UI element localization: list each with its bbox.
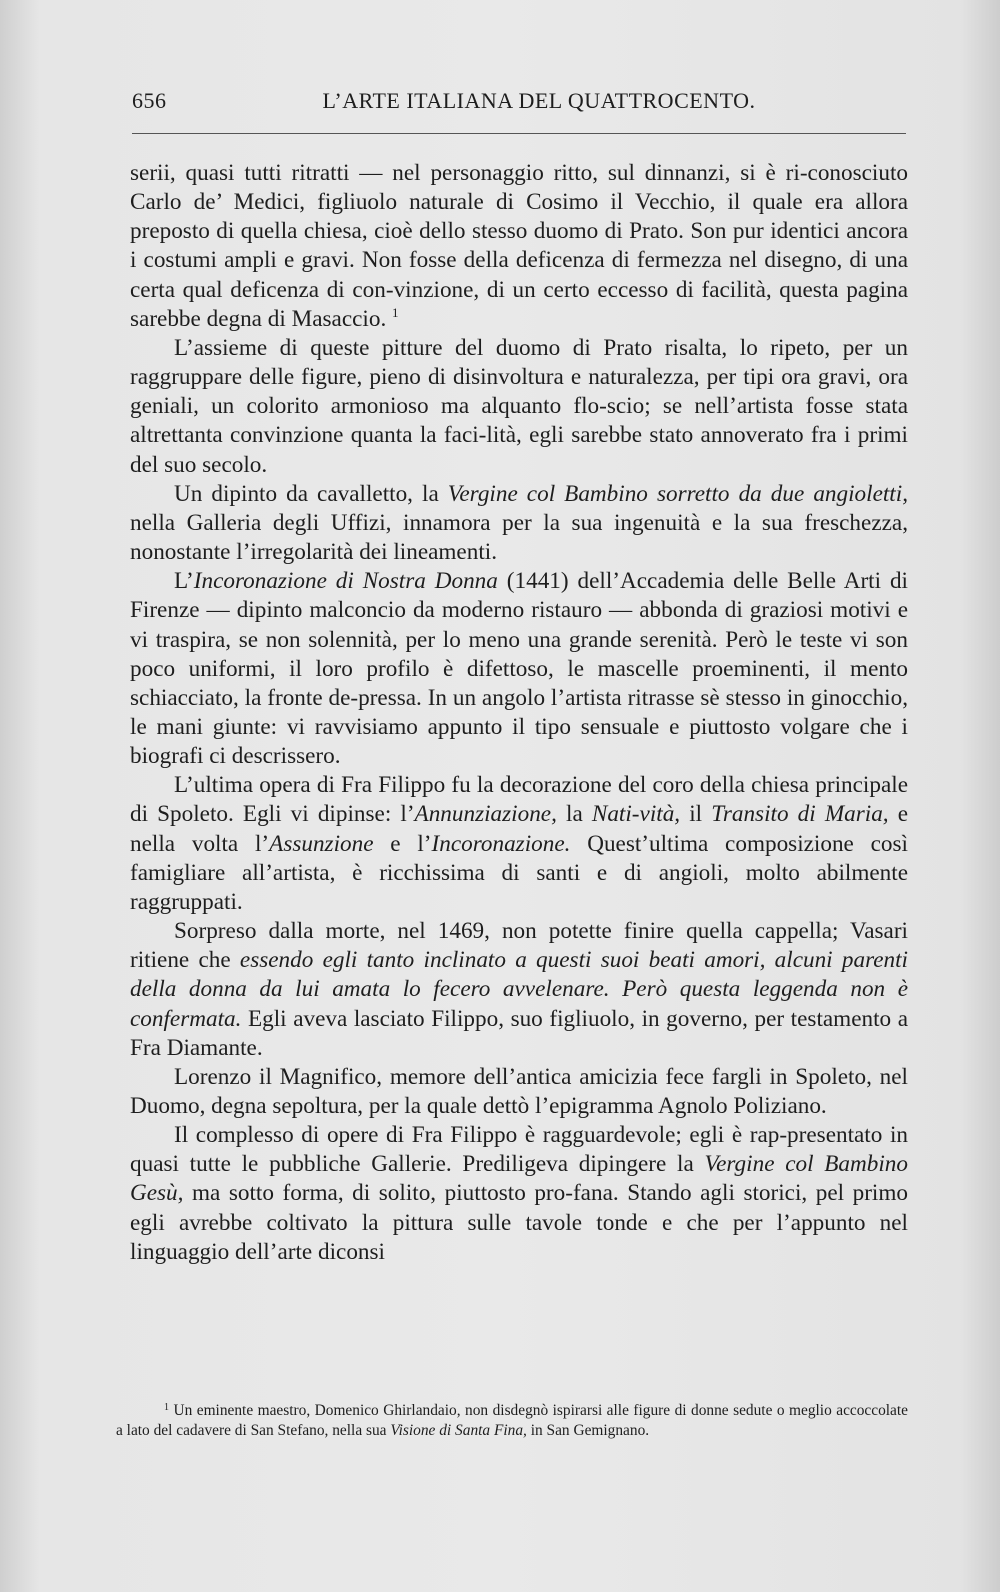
artwork-title: Assunzione <box>269 830 374 857</box>
paragraph <box>130 480 908 567</box>
artwork-title: Incoronazione. <box>431 830 571 857</box>
artwork-title: Vergine col Bambino sorretto da due angioletti, <box>447 480 908 507</box>
paragraph-text: serii, quasi tutti ritratti — nel personaggio ritto, sul dinnanzi, si è ri-conosciuto Carlo de’ Medici, figliuolo naturale di Cosimo il Vecchio, il quale era allora preposto di quella chiesa, cioè dello stesso duomo di Prato. Son pur identici ancora i costumi ampli e gravi. Non fosse della deficenza di fermezza nel disegno, di una certa qual deficenza di con-vinzione, di un certo eccesso di facilità, questa pagina sarebbe degna di Masaccio. <box>130 160 908 332</box>
artwork-title: Transito di Maria, <box>711 801 889 828</box>
paragraph <box>130 917 908 1063</box>
paragraph-text: la <box>556 801 592 828</box>
paragraph-text: Un dipinto da cavalletto, la <box>174 480 448 507</box>
paragraph-text: L’assieme di queste pitture del duomo di Prato risalta, lo ripeto, per un raggruppare delle figure, pieno di disinvoltura e naturalezza, per tipi ora gravi, ora geniali, un colorito armonioso ma alquanto flo-scio; se nell’artista fosse stata altrettanta convinzione quanta la faci-lità, egli sarebbe stato annoverato fra i primi del suo secolo. <box>130 334 908 478</box>
footnote-reference[interactable]: 1 <box>392 304 399 320</box>
paragraph-text: Lorenzo il Magnifico, memore dell’antica amicizia fece fargli in Spoleto, nel Duomo, degna sepoltura, per la quale dettò l’epigramma Agnolo Poliziano. <box>130 1063 908 1119</box>
paragraph-text: L’ <box>174 568 194 595</box>
body-text <box>130 159 908 1267</box>
paragraph-text: il <box>680 801 712 828</box>
paragraph-text: e l’ <box>373 830 432 857</box>
artwork-title: Visione di Santa Fina, <box>390 1422 527 1439</box>
footnote <box>116 1401 908 1441</box>
paragraph-text: Sorpreso dalla morte, nel 1469, non potette finire quella cappella; Vasari ritiene che <box>130 918 908 974</box>
paragraph-text: Quest’ultima composizione così famigliare all’artista, è ricchissima di santi e di angioli, molto abilmente raggruppati. <box>130 830 908 915</box>
paragraph <box>130 567 908 771</box>
page-number: 656 <box>132 88 167 113</box>
footnote-marker: 1 <box>164 1402 169 1413</box>
paragraph-text: Il complesso di opere di Fra Filippo è ragguardevole; egli è rap-presentato in quasi tutte le pubbliche Gallerie. Prediligeva dipingere la <box>130 1122 908 1178</box>
paragraph <box>130 1121 908 1267</box>
paragraph-text: L’ultima opera di Fra Filippo fu la decorazione del coro della chiesa principale di Spoleto. Egli vi dipinse: l’ <box>130 772 908 828</box>
paragraph <box>130 159 908 334</box>
paragraph <box>130 771 908 917</box>
footnote-text: in San Gemignano. <box>526 1422 650 1439</box>
artwork-title: Nati-vità, <box>591 801 681 828</box>
page-header <box>132 88 906 118</box>
paragraph-text: (1441) dell’Accademia delle Belle Arti di Firenze — dipinto malconcio da moderno ristauro — abbonda di graziosi motivi e vi traspira, se non solennità, per lo meno una grande serenità. Però le teste vi son poco uniformi, il loro profilo è difettoso, le mascelle proeminenti, il mento schiacciato, la fronte de-pressa. In un angolo l’artista ritrasse sè stesso in ginocchio, le mani giunte: vi ravvisiamo appunto il tipo sensuale e piuttosto volgare che i biografi ci descrissero. <box>130 568 908 770</box>
paragraph-text: ma sotto forma, di solito, piuttosto pro-fana. Stando agli storici, pel primo egli avrebbe coltivato la pittura sulle tavole tonde e che per l’appunto nel linguaggio dell’arte diconsi <box>130 1180 908 1265</box>
paragraph <box>130 334 908 480</box>
running-title: L’ARTE ITALIANA DEL QUATTROCENTO. <box>322 88 756 113</box>
vasari-quotation: essendo egli tanto inclinato a questi suoi beati amori, alcuni parenti della donna da lui amata lo fecero avvelenare. Però questa leggenda non è confermata. <box>130 947 909 1032</box>
artwork-title: Vergine col Bambino Gesù, <box>130 1151 908 1207</box>
paragraph-text: nella Galleria degli Uffizi, innamora per la sua ingenuità e la sua freschezza, nonostante l’irregolarità dei lineamenti. <box>130 509 908 566</box>
paragraph-text: Egli aveva lasciato Filippo, suo figliuolo, in governo, per testamento a Fra Diamante. <box>130 1005 908 1061</box>
artwork-title: Annunziazione, <box>414 801 557 828</box>
footnote-text: Un eminente maestro, Domenico Ghirlandaio, non disdegnò ispirarsi alle figure di donne sedute o meglio accoccolate a lato del cadavere di San Stefano, nella sua <box>116 1402 908 1439</box>
paragraph-text: e nella volta l’ <box>130 801 909 857</box>
artwork-title: Incoronazione di Nostra Donna <box>193 568 498 595</box>
paragraph <box>130 1063 908 1121</box>
header-rule <box>132 133 906 134</box>
